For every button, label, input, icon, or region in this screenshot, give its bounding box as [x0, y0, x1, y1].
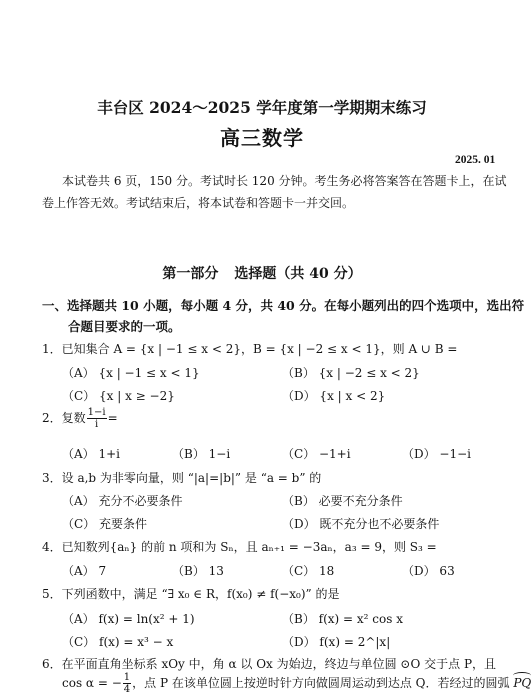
question-2-option-b: （B） 1−i	[172, 447, 231, 461]
part-subtitle: 选择题（共 40 分）	[234, 266, 362, 282]
question-2-prefix: 2．复数	[42, 411, 86, 425]
question-6-arc-label: PQ	[513, 676, 531, 690]
question-3-option-c: （C） 充要条件	[62, 517, 147, 531]
question-1-option-c: （C） {x | x ≥ −2}	[62, 389, 175, 403]
question-5-option-b: （B） f(x) = x² cos x	[282, 612, 403, 626]
exam-date: 2025. 01	[455, 154, 496, 166]
question-6-fraction-denominator: 4	[123, 684, 131, 695]
question-1-stem: 1．已知集合 A = {x | −1 ≤ x < 2}，B = {x | −2 ≤ x < 1}，则 A ∪ B =	[42, 342, 458, 356]
section-instructions-line-1: 一、选择题共 10 小题，每小题 4 分，共 40 分。在每小题列出的四个选项中，选出符	[42, 298, 525, 313]
question-2-option-c: （C） −1+i	[282, 447, 351, 461]
question-1-option-b: （B） {x | −2 ≤ x < 2}	[282, 366, 420, 380]
question-3-stem: 3．设 a,b 为非零向量，则 “|a|=|b|” 是 “a = b” 的	[42, 471, 322, 485]
question-1-option-d: （D） {x | x < 2}	[282, 389, 386, 403]
part-label: 第一部分	[162, 266, 219, 282]
question-6-stem-line-2	[62, 672, 531, 695]
question-1-option-a: （A） {x | −1 ≤ x < 1}	[62, 366, 200, 380]
question-3-option-b: （B） 必要不充分条件	[282, 494, 403, 508]
question-6-middle-text: ，点 P 在该单位圆上按逆时针方向做圆周运动到达点 Q．若经过的圆弧	[132, 676, 510, 690]
question-6-fraction	[123, 672, 131, 695]
question-5-stem: 5．下列函数中，满足 “∃ x₀ ∈ R，f(x₀) ≠ f(−x₀)” 的是	[42, 587, 340, 601]
question-4-option-d: （D） 63	[402, 564, 455, 578]
question-6-stem-line-1: 6．在平面直角坐标系 xOy 中，角 α 以 Ox 为始边，终边与单位圆 ⊙O 交于点 P，且	[42, 657, 497, 671]
question-2-option-d: （D） −1−i	[402, 447, 472, 461]
question-5-option-c: （C） f(x) = x³ − x	[62, 635, 174, 649]
question-2-option-a: （A） 1+i	[62, 447, 121, 461]
question-4-stem: 4．已知数列{aₙ} 的前 n 项和为 Sₙ，且 aₙ₊₁ = −3aₙ，a₃ = 9，则 S₃ =	[42, 540, 437, 554]
subject-title: 高三数学	[220, 126, 304, 150]
question-2-fraction	[87, 407, 107, 430]
question-3-option-d: （D） 既不充分也不必要条件	[282, 517, 440, 531]
notice-line-2: 卷上作答无效。考试结束后，将本试卷和答题卡一并交回。	[42, 196, 355, 210]
exam-title: 丰台区 2024～2025 学年度第一学期期末练习	[97, 98, 427, 117]
question-2-fraction-numerator: 1−i	[87, 407, 106, 418]
question-2-stem	[42, 407, 118, 430]
question-6-cos-prefix: cos α = −	[62, 676, 122, 690]
question-5-option-a: （A） f(x) = ln(x² + 1)	[62, 612, 195, 626]
question-6-fraction-numerator: 1	[123, 672, 131, 683]
part-title	[0, 263, 524, 283]
question-3-option-a: （A） 充分不必要条件	[62, 494, 183, 508]
section-instructions-line-2: 合题目要求的一项。	[68, 319, 181, 334]
question-5-option-d: （D） f(x) = 2^|x|	[282, 635, 391, 649]
question-4-option-b: （B） 13	[172, 564, 224, 578]
question-4-option-c: （C） 18	[282, 564, 335, 578]
notice-line-1: 本试卷共 6 页，150 分。考试时长 120 分钟。考生务必将答案答在答题卡上，在试	[62, 174, 507, 188]
question-4-option-a: （A） 7	[62, 564, 107, 578]
question-2-suffix: =	[107, 411, 118, 425]
question-2-fraction-denominator: i	[95, 419, 99, 430]
